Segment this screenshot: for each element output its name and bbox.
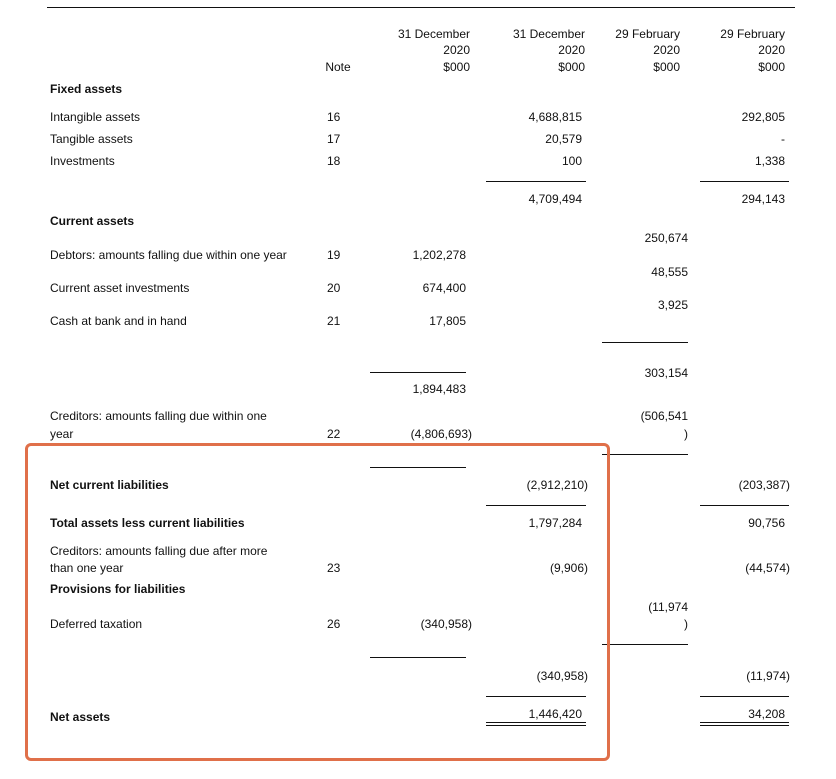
row-net-assets-col4: 34,208 <box>748 707 785 721</box>
row-cash-col1: 17,805 <box>429 314 466 328</box>
row-debtors-col1: 1,202,278 <box>412 248 466 262</box>
row-intangible-label: Intangible assets <box>50 110 141 124</box>
rule-netassets-col4 <box>700 696 789 697</box>
rule-creditors-col3 <box>602 454 688 455</box>
header-col4-line1: 29 February <box>720 27 785 41</box>
row-creditors-within-label-line2: year <box>50 427 74 441</box>
header-col2-line1: 31 December <box>512 27 585 41</box>
row-current-inv-note: 20 <box>327 281 341 295</box>
row-creditors-after-col2: (9,906) <box>549 561 588 575</box>
row-deferred-note: 26 <box>327 617 341 631</box>
row-total-assets-col2: 1,797,284 <box>528 516 582 530</box>
rule-fixed-col4 <box>700 181 789 182</box>
rule-netcurrent-col4 <box>700 505 789 506</box>
row-deferred-label: Deferred taxation <box>50 617 143 631</box>
row-net-current-col4: (203,387) <box>738 478 790 492</box>
row-total-assets-col4: 90,756 <box>748 516 785 530</box>
row-current-total-col3: 303,154 <box>644 366 688 380</box>
row-tangible-label: Tangible assets <box>50 132 133 146</box>
header-col2-line2: 2020 <box>558 43 585 57</box>
section-current-assets: Current assets <box>50 214 135 228</box>
row-tangible-col4: - <box>781 132 785 146</box>
row-net-current-col2: (2,912,210) <box>526 478 588 492</box>
row-current-inv-col3: 48,555 <box>651 265 688 279</box>
row-creditors-after-note: 23 <box>327 561 341 575</box>
row-deferred-col3-line1: (11,974 <box>648 600 688 614</box>
row-debtors-label: Debtors: amounts falling due within one year <box>50 248 287 262</box>
double-rule-col4-top <box>700 722 789 723</box>
section-total-assets-less-cl: Total assets less current liabilities <box>50 516 245 530</box>
row-debtors-col3: 250,674 <box>644 231 688 245</box>
row-provisions-total-col2: (340,958) <box>536 669 588 683</box>
row-creditors-after-col4: (44,574) <box>745 561 790 575</box>
row-tangible-note: 17 <box>327 132 341 146</box>
header-col4-line2: 2020 <box>758 43 785 57</box>
header-col3-line2: 2020 <box>653 43 680 57</box>
row-deferred-col1: (340,958) <box>420 617 472 631</box>
row-investments-col4: 1,338 <box>754 154 785 168</box>
row-debtors-note: 19 <box>327 248 341 262</box>
row-tangible-col2: 20,579 <box>545 132 582 146</box>
header-col3-line1: 29 February <box>615 27 680 41</box>
row-current-total-col1: 1,894,483 <box>412 382 466 396</box>
row-creditors-within-col1: (4,806,693) <box>410 427 472 441</box>
row-provisions-total-col4: (11,974) <box>746 669 790 683</box>
row-creditors-within-note: 22 <box>327 427 341 441</box>
top-rule <box>47 7 795 8</box>
header-col1-line2: 2020 <box>443 43 470 57</box>
row-fixed-total-col4: 294,143 <box>741 192 785 206</box>
row-creditors-after-label-line2: than one year <box>50 561 124 575</box>
row-fixed-total-col2: 4,709,494 <box>528 192 582 206</box>
section-net-current-liabilities: Net current liabilities <box>50 478 169 492</box>
row-investments-label: Investments <box>50 154 115 168</box>
header-col1-line1: 31 December <box>397 27 470 41</box>
section-provisions: Provisions for liabilities <box>50 582 186 596</box>
row-deferred-col3-line2: ) <box>684 617 688 631</box>
row-creditors-within-col3-line1: (506,541 <box>640 409 688 423</box>
row-creditors-after-label-line1: Creditors: amounts falling due after more <box>50 544 268 558</box>
rule-fixed-col2 <box>486 181 586 182</box>
row-intangible-col2: 4,688,815 <box>528 110 582 124</box>
row-investments-note: 18 <box>327 154 341 168</box>
section-net-assets: Net assets <box>50 710 111 724</box>
header-col2-line3: $000 <box>558 60 585 74</box>
row-creditors-within-label-line1: Creditors: amounts falling due within one <box>50 409 267 423</box>
section-fixed-assets: Fixed assets <box>50 82 123 96</box>
header-col4-line3: $000 <box>758 60 785 74</box>
header-col1-line3: $000 <box>443 60 470 74</box>
row-current-inv-col1: 674,400 <box>422 281 466 295</box>
header-note: Note <box>325 60 351 74</box>
highlight-box <box>25 443 610 761</box>
row-net-assets-col2: 1,446,420 <box>528 707 582 721</box>
header-col3-line3: $000 <box>653 60 680 74</box>
row-cash-label: Cash at bank and in hand <box>50 314 187 328</box>
double-rule-col4-bottom <box>700 725 789 726</box>
row-investments-col2: 100 <box>561 154 582 168</box>
rule-deferred-col3 <box>602 644 688 645</box>
row-intangible-note: 16 <box>327 110 341 124</box>
row-intangible-col4: 292,805 <box>741 110 785 124</box>
rule-current-col3 <box>602 342 688 343</box>
rule-current-col1 <box>370 372 466 373</box>
row-cash-col3: 3,925 <box>657 298 688 312</box>
row-creditors-within-col3-line2: ) <box>684 427 688 441</box>
row-current-inv-label: Current asset investments <box>50 281 190 295</box>
row-cash-note: 21 <box>327 314 341 328</box>
